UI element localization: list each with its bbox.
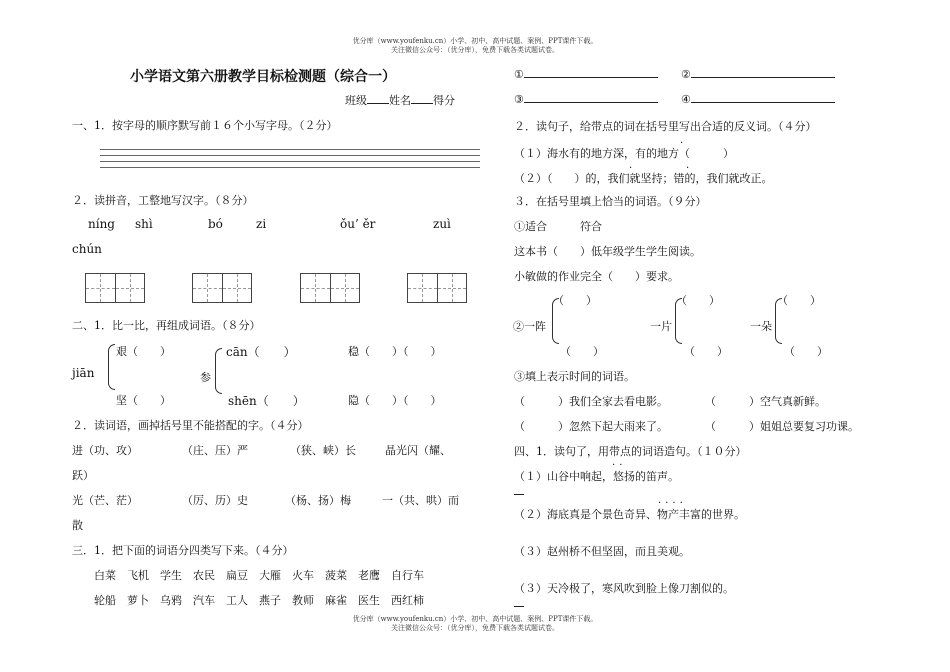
- measure-yizhen: ②一阵: [513, 320, 546, 333]
- time-2: （ ）空气真新鲜。: [705, 395, 826, 408]
- measure-paren-top-2: （ ）: [676, 294, 720, 307]
- brace-can: [215, 348, 222, 394]
- measure-paren-top-3: （ ）: [777, 294, 821, 307]
- pick-r2e: 散: [72, 519, 83, 532]
- footer-line-2: 关注微信公众号：（优分库），免费下载各类试题试卷。: [391, 624, 559, 632]
- class-info: 班级 姓名 得分: [345, 94, 455, 107]
- compare-yin: 隐（ ）（ ）: [348, 394, 442, 407]
- pick-r1b: （庄、压）严: [182, 444, 248, 457]
- measure-paren-bottom-3: （ ）: [784, 345, 828, 358]
- compare-jian-b: 坚（ ）: [116, 394, 171, 407]
- header-line-1: 优分库（www.youfenku.cn）小学、初中、高中试题、案例、PPT课件下载。: [352, 37, 598, 45]
- question-4-1: 四、1．读句了，用带点的词语造句。（１０分）: [514, 445, 747, 458]
- compare-can-mid: 参: [200, 371, 211, 384]
- pinyin-chun: chún: [72, 242, 102, 256]
- pick-r2b: （厉、历）史: [182, 494, 248, 507]
- question-3-1: 三．1．把下面的词语分四类写下来。（４分）: [72, 544, 294, 557]
- brace-jian: [108, 344, 115, 390]
- pick-r1c: （狭、峡）长: [290, 444, 356, 457]
- fill-sentence-2: 小敏做的作业完全（ ）要求。: [514, 270, 679, 283]
- footer-line-1: 优分库（www.youfenku.cn）小学、初中、高中试题、案例、PPT课件下载。: [352, 615, 598, 623]
- question-2-1: 二、1．比一比，再组成词语。（８分）: [72, 319, 261, 332]
- question-3-2: ２．读句子，给带点的词在括号里写出合适的反义词。（４分）: [514, 120, 817, 133]
- pinyin-zui: zuì: [433, 217, 451, 231]
- pinyin-zi: zi: [256, 217, 267, 231]
- answer-circle-2[interactable]: ②: [681, 68, 835, 81]
- answer-circle-3[interactable]: ③: [514, 93, 658, 106]
- pick-r2a: 光（芒、茫）: [72, 494, 138, 507]
- question-1-1: 一、1．按字母的顺序默写前１６个小写字母。（２分）: [72, 119, 338, 132]
- pick-r1a: 进（功、攻）: [72, 444, 138, 457]
- question-2-2: ２．读词语，画掉括号里不能搭配的字。（４分）: [72, 419, 309, 432]
- tianzige-box-1[interactable]: [85, 273, 145, 303]
- pinyin-shi: shì: [135, 217, 153, 231]
- question-1-2: ２．读拼音，工整地写汉字。（８分）: [72, 194, 254, 207]
- pinyin-ouer: ǒu’ ěr: [340, 217, 376, 231]
- antonym-2: （２）（ ）的，我们就坚持；错的，我们就改正。: [514, 172, 773, 185]
- brace-measure-3: [775, 298, 782, 344]
- sentence-3: （３）赵州桥不但坚固，而且美观。: [514, 545, 690, 558]
- pinyin-bo: bó: [208, 217, 223, 231]
- tianzige-box-4[interactable]: [407, 273, 467, 303]
- answer-circle-4[interactable]: ④: [681, 93, 835, 106]
- measure-paren-bottom-2: （ ）: [684, 345, 728, 358]
- emphasis-dot: ·: [629, 163, 637, 174]
- compare-jian-pinyin: jiān: [72, 366, 95, 380]
- fill-words: ①适合 符合: [514, 220, 602, 233]
- time-4: （ ）姐姐总要复习功课。: [705, 420, 859, 433]
- words-row-2: 轮船 萝卜 乌鸦 汽车 工人 燕子 教师 麻雀 医生 西红柿: [94, 594, 424, 607]
- question-3-3: ３．在括号里填上恰当的词语。（９分）: [514, 195, 707, 208]
- measure-paren-top-1: （ ）: [553, 294, 597, 307]
- answer-line-1[interactable]: [514, 494, 524, 495]
- compare-shen: shēn（ ）: [228, 394, 305, 408]
- sentence-2: （２）海底真是个景色奇异、物产丰富的世界。: [514, 508, 745, 521]
- pinyin-ning: níng: [88, 217, 115, 231]
- answer-line-4[interactable]: [514, 606, 524, 607]
- emphasis-dot: ·: [686, 163, 694, 174]
- measure-yiduo: 一朵: [750, 320, 772, 333]
- tianzige-box-3[interactable]: [300, 273, 360, 303]
- fill-time-title: ③填上表示时间的词语。: [514, 370, 635, 383]
- emphasis-dot: ·: [680, 138, 688, 149]
- page-title: 小学语文第六册教学目标检测题（综合一）: [130, 69, 396, 85]
- pick-r2d: 一（共、哄）而: [382, 494, 459, 507]
- antonym-1: （１）海水有的地方深，有的地方（ ）: [514, 147, 734, 160]
- words-row-1: 白菜 飞机 学生 农民 扁豆 大雁 火车 菠菜 老鹰 自行车: [94, 569, 424, 582]
- time-3: （ ）忽然下起大雨来了。: [514, 420, 668, 433]
- pick-r1d: 晶光闪（耀、: [385, 444, 451, 457]
- sentence-4: （３）天冷极了，寒风吹到脸上像刀割似的。: [514, 582, 734, 595]
- time-1: （ ）我们全家去看电影。: [514, 395, 668, 408]
- compare-can: cān（ ）: [226, 345, 296, 359]
- compare-jian-a: 艰（ ）: [116, 345, 171, 358]
- sentence-1: （１）山谷中响起，悠扬的笛声。: [514, 470, 679, 483]
- brace-measure-1: [552, 298, 559, 344]
- answer-circle-1[interactable]: ①: [514, 68, 658, 81]
- tianzige-box-2[interactable]: [192, 273, 252, 303]
- measure-yipian: 一片: [650, 320, 672, 333]
- emphasis-dots: ····: [658, 498, 687, 509]
- emphasis-dots: ··: [612, 460, 627, 471]
- writing-lines[interactable]: [100, 149, 480, 168]
- compare-wen: 稳（ ）（ ）: [348, 345, 442, 358]
- measure-paren-bottom-1: （ ）: [560, 345, 604, 358]
- pick-r2c: （杨、扬）梅: [285, 494, 351, 507]
- fill-sentence-1: 这本书（ ）低年级学生学生阅读。: [514, 245, 701, 258]
- pick-r1e: 跃）: [72, 469, 94, 482]
- brace-measure-2: [675, 298, 682, 344]
- header-line-2: 关注微信公众号：（优分库），免费下载各类试题试卷。: [391, 46, 559, 54]
